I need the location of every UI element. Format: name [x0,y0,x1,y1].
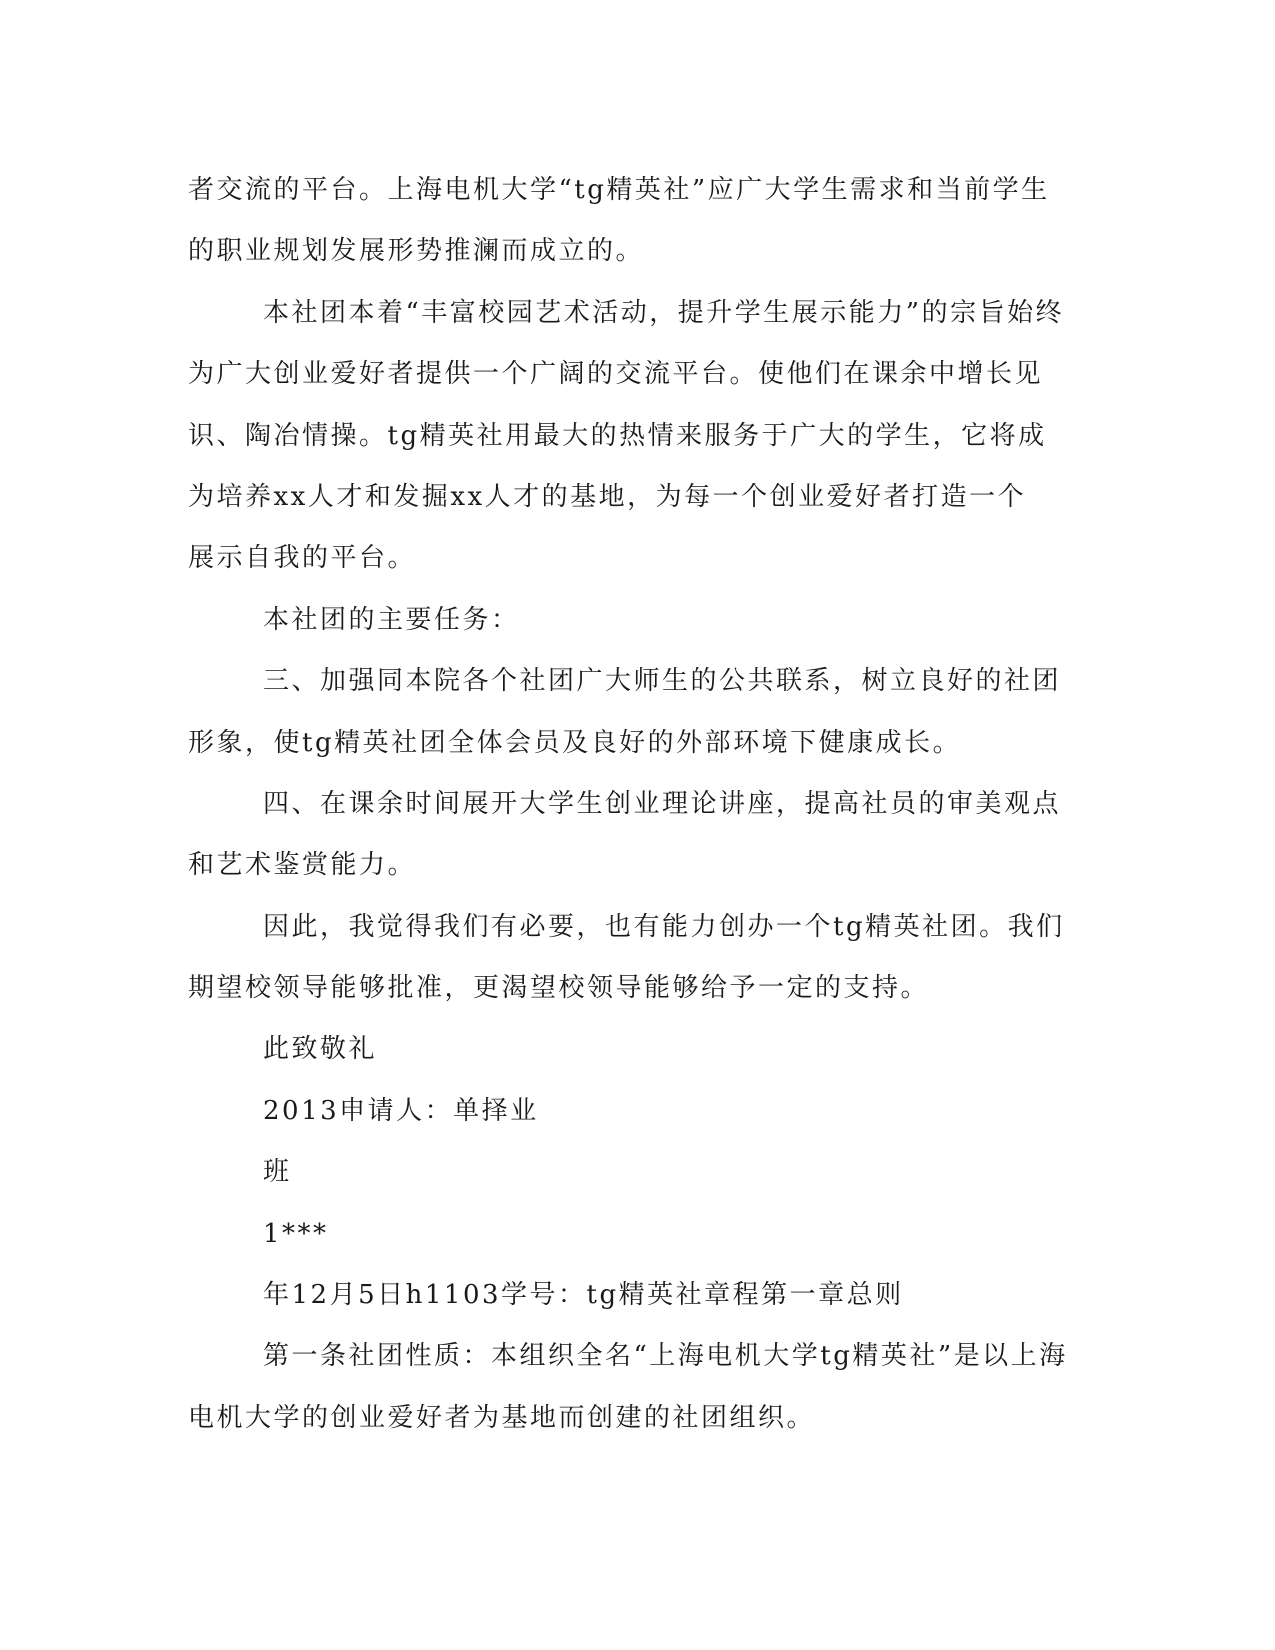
text-line-3: 本社团本着“丰富校园艺术活动，提升学生展示能力”的宗旨始终 [263,297,1065,328]
text-line-6: 为培养xx人才和发掘xx人才的基地，为每一个创业爱好者打造一个 [188,481,1027,512]
text-line-8: 本社团的主要任务： [263,604,520,635]
text-line-1: 者交流的平台。上海电机大学“tg精英社”应广大学生需求和当前学生 [188,175,1050,205]
text-line-4: 为广大创业爱好者提供一个广阔的交流平台。使他们在课余中增长见 [188,359,1044,390]
text-line-13: 因此，我觉得我们有必要，也有能力创办一个tg精英社团。我们 [263,911,1065,942]
text-line-18: 1*** [263,1218,329,1249]
text-line-10: 形象，使tg精英社团全体会员及良好的外部环境下健康成长。 [188,727,962,758]
text-line-12: 和艺术鉴赏能力。 [188,850,417,881]
document-page [188,160,1088,1449]
text-line-7: 展示自我的平台。 [188,543,417,574]
text-line-19: 年12月5日h1103学号：tg精英社章程第一章总则 [263,1280,904,1311]
text-line-5: 识、陶冶情操。tg精英社用最大的热情来服务于广大的学生，它将成 [188,420,1047,451]
text-line-2: 的职业规划发展形势推澜而成立的。 [188,236,645,267]
text-line-14: 期望校领导能够批准，更渴望校领导能够给予一定的支持。 [188,973,930,1004]
text-line-11: 四、在课余时间展开大学生创业理论讲座，提高社员的审美观点 [263,788,1062,819]
text-line-17: 班 [263,1157,292,1188]
text-line-15: 此致敬礼 [263,1034,378,1065]
text-line-20: 第一条社团性质：本组织全名“上海电机大学tg精英社”是以上海 [263,1341,1068,1372]
text-line-16: 2013申请人：单择业 [263,1095,539,1126]
text-line-9: 三、加强同本院各个社团广大师生的公共联系，树立良好的社团 [263,666,1062,697]
text-line-21: 电机大学的创业爱好者为基地而创建的社团组织。 [188,1402,816,1433]
